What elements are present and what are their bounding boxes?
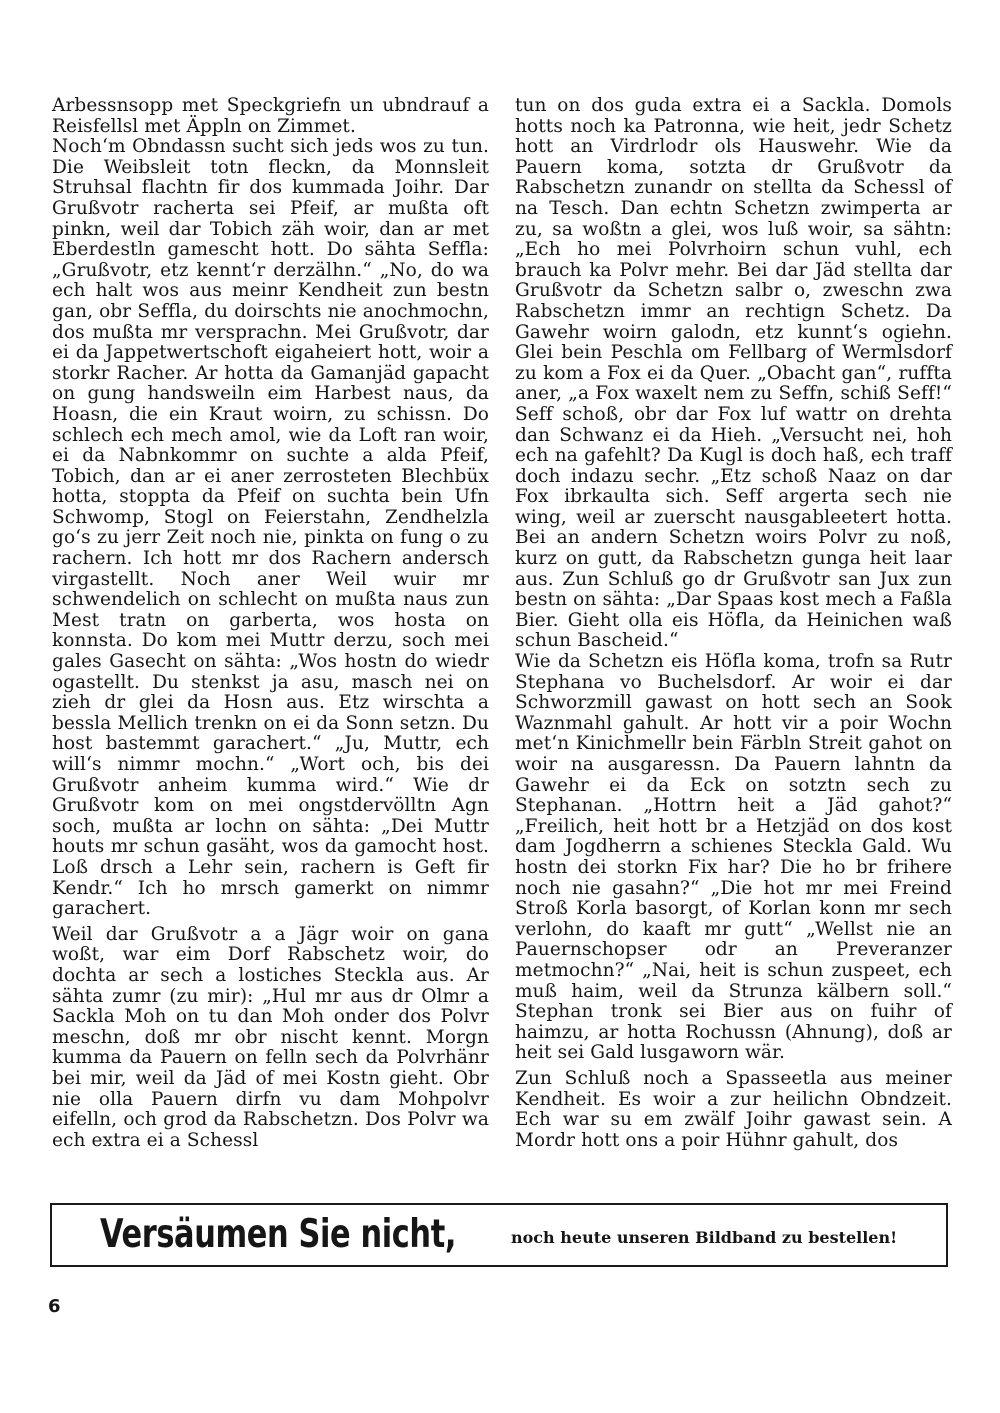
page-number: 6 [48, 1296, 61, 1317]
left-paragraph-2: Noch‘m Obndassn sucht sich jeds wos zu tun. Die Weibsleit totn fleckn, da Monnsleit Struhsal flachtn fir dos kummada Joihr. Dar Grußvotr racherta sei Pfeif, ar mußta oft pinkn, weil dar Tobich zäh woir, dan ar met Eberdestln gamescht hott. Do sähta Seffla: „Grußvotr, etz kennt‘r derzälhn.“ „No, do wa ech halt wos aus meinr Kendheit zun bestn gan, obr Seffla, du doirschts nie anochmochn, dos mußta mr versprachn. Mei Grußvotr, dar ei da Jappetwertschoft eigaheiert hott, woir a storkr Racher. Ar hotta da Gamanjäd gapacht on gung handsweiln eim Harbest naus, da Hoasn, die ein Kraut woirn, zu schissn. Do schlech ech mech amol, wie da Loft ran woir, ei da Nabnkommr on suchte a alda Pfeif, Tobich, dan ar ei aner zerrosteten Blechbüx hotta, stoppta da Pfeif on suchta bein Ufn Schwomp, Stogl on Feierstahn, Zendhelzla go‘s zu jerr Zeit noch nie, pinkta on fung o zu rachern. Ich hott mr dos Rachern andersch virgastellt. Noch aner Weil wuir mr schwendelich on schlecht on mußta naus zun Mest tratn on garberta, wos hosta on konnsta. Do kom mei Muttr derzu, soch mei gales Gasecht on sähta: „Wos hostn do wiedr ogastellt. Du stenkst ja asu, masch nei on zieh dr glei da Hosn aus. Etz wirschta a bessla Mellich trenkn on ei da Sonn setzn. Du host bastemmt garachert.“ „Ju, Muttr, ech will‘s nimmr mochn.“ „Wort och, bis dei Grußvotr anheim kumma wird.“ Wie dr Grußvotr kom on mei ongstdervölltn Agn soch, mußta ar lochn on sähta: „Dei Muttr houts mr schun gasäht, wos da gamocht host. Loß drsch a Lehr sein, rachern is Geft fir Kendr.“ Ich ho mrsch gamerkt on nimmr garachert. [52, 136, 489, 920]
left-paragraph-3: Weil dar Grußvotr a a Jägr woir on gana woßt, war eim Dorf Rabschetz woir, do dochta ar sech a lostiches Steckla aus. Ar sähta zumr (zu mir): „Hul mr aus dr Olmr a Sackla Moh on tu dan Moh onder dos Polvr meschn, doß mr obr nischt kennt. Morgn kumma da Pauern on felln sech da Polvrhänr bei mir, weil da Jäd of mei Kostn gieht. Obr nie olla Pauern dirfn vu dam Mohpolvr eifelln, och grod da Rabschetzn. Dos Polvr wa ech extra ei a Schessl [52, 923, 489, 1151]
advertisement-banner [50, 1203, 948, 1267]
banner-subline: noch heute unseren Bildband zu bestellen! [511, 1228, 898, 1247]
right-paragraph-3: Zun Schluß noch a Spasseetla aus meiner Kendheit. Es woir a zur heilichn Obndzeit. Ech war su em zwälf Joihr gawast sein. A Mordr hott ons a poir Hühnr gahult, dos [515, 1067, 952, 1151]
right-paragraph-1: tun on dos guda extra ei a Sackla. Domols hotts noch ka Patronna, wie heit, jedr Schetz hott an Virdrlodr ols Hauswehr. Wie da Pauern koma, sotzta dr Grußvotr da Rabschetzn zunandr on stellta da Schessl of na Tesch. Dan echtn Schetzn zwimperta ar zu, sa woßtn a glei, wos luß woir, sa sähtn: „Ech ho mei Polvrhoirn schun vuhl, ech brauch ka Polvr mehr. Bei dar Jäd stellta dar Grußvotr da Schetzn salbr o, zweschn zwa Rabschetzn immr an rechtign Schetz. Da Gawehr woirn galodn, etz kunnt‘s ogiehn. Glei bein Peschla om Fellbarg of Wermlsdorf zu kom a Fox ei da Quer. „Obacht gan“, ruffta aner, „a Fox waxelt nem zu Seffn, schiß Seff!“ Seff schoß, obr dar Fox luf wattr on drehta dan Schwanz ei da Hieh. „Versucht nei, hoh ech na gafehlt? Da Kugl is doch haß, ech traff doch indazu sechr. „Etz schoß Naaz on dar Fox ibrkaulta sich. Seff argerta sech nie wing, weil ar zuerscht nausgableetert hotta. Bei an andern Schetzn woirs Polvr zu noß, kurz on gutt, da Rabschetzn gunga heit laar aus. Zun Schluß go dr Grußvotr san Jux zun bestn on sähta: „Dar Spaas kost mech a Faßla Bier. Gieht olla eis Höfla, da Heinichen waß schun Bascheid.“ [515, 95, 952, 652]
right-paragraph-2: Wie da Schetzn eis Höfla koma, trofn sa Rutr Stephana vo Buchelsdorf. Ar woir ei dar Schworzmill gawast on hott sech an Sook Waznmahl gahult. Ar hott vir a poir Wochn met‘n Kinichmellr bein Färbln Streit gahot on woir na ausgaressn. Da Pauern lahntn da Gawehr ei da Eck on sotztn sech zu Stephanan. „Hottrn heit a Jäd gahot?“ „Freilich, heit hott br a Hetzjäd on dos kost dam Jogdherrn a schienes Steckla Gald. Wu hostn dei storkn Fix har? Die ho br frihere noch nie gasahn?“ „Die hot mr mei Freind Stroß Korla basorgt, of Korlan konn mr sech verlohn, do kaaft mr gutt“ „Wellst nie an Pauernschopser odr an Preveranzer metmochn?“ „Nai, heit is schun zuspeet, ech muß haim, weil da Strunza kälbern soll.“ Stephan tronk sei Bier aus on fuihr of haimzu, ar hotta Rochussn (Ahnung), doß ar heit sei Gald lusgaworn wär. [515, 651, 952, 1064]
left-paragraph-1: Arbessnsopp met Speckgriefn un ubndrauf a Reisfellsl met Äppln on Zimmet. [52, 95, 489, 137]
left-column [52, 96, 489, 1151]
banner-headline: Versäumen Sie nicht, [100, 1212, 457, 1257]
right-column [515, 96, 952, 1151]
